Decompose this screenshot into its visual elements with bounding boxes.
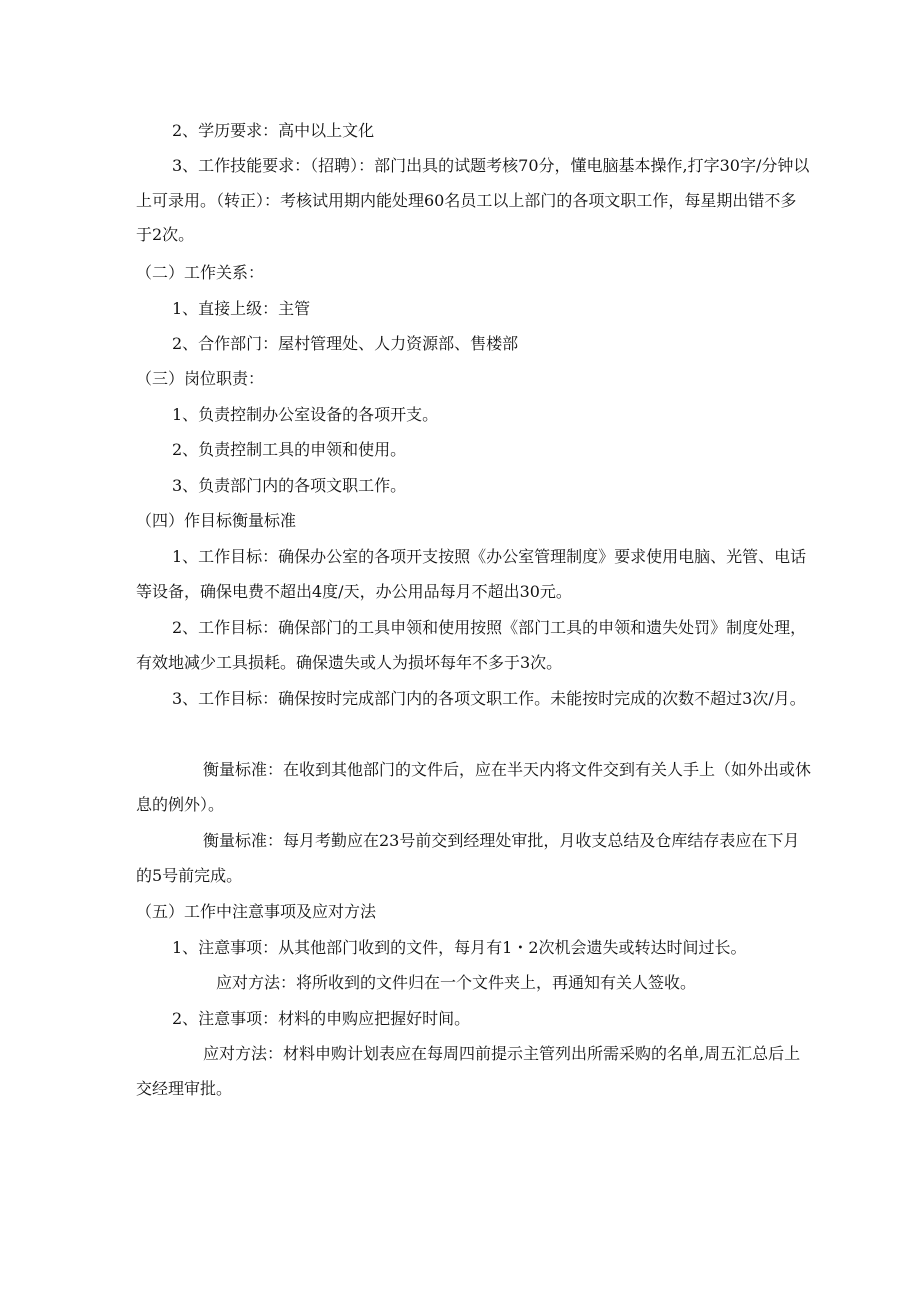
section-job-duties: （三）岗位职责： bbox=[136, 369, 265, 388]
note-item-1: 1、注意事项：从其他部门收到的文件，每月有1・2次机会遗失或转达时间过长。 bbox=[172, 938, 747, 957]
section-work-relations: （二）工作关系： bbox=[136, 263, 265, 282]
measure-standard-1: 衡量标准：在收到其他部门的文件后，应在半天内将文件交到有关人手上（如外出或休息的例外）。 bbox=[136, 760, 812, 814]
note-item-2: 2、注意事项：材料的申购应把握好时间。 bbox=[172, 1009, 471, 1028]
goal-item-3: 3、工作目标：确保按时完成部门内的各项文职工作。未能按时完成的次数不超过3次/月。 bbox=[172, 689, 806, 708]
section-notes-and-responses: （五）工作中注意事项及应对方法 bbox=[136, 902, 377, 921]
measure-standard-2: 衡量标准：每月考勤应在23号前交到经理处审批，月收支总结及仓库结存表应在下月的5号前完成。 bbox=[136, 831, 800, 885]
cooperating-departments: 2、合作部门：屋村管理处、人力资源部、售楼部 bbox=[172, 334, 519, 353]
skill-requirement: 3、工作技能要求：（招聘）：部门出具的试题考核70分，懂电脑基本操作,打字30字/分钟以上可录用。（转正）：考核试用期内能处理60名员工以上部门的各项文职工作，每星期出错不多于2次。 bbox=[136, 156, 810, 244]
duty-item-3: 3、负责部门内的各项文职工作。 bbox=[172, 476, 407, 495]
response-item-2: 应对方法：材料申购计划表应在每周四前提示主管列出所需采购的名单,周五汇总后上交经理审批。 bbox=[136, 1044, 801, 1098]
goal-item-1: 1、工作目标：确保办公室的各项开支按照《办公室管理制度》要求使用电脑、光管、电话等设备，确保电费不超出4度/天，办公用品每月不超出30元。 bbox=[136, 547, 807, 601]
duty-item-1: 1、负责控制办公室设备的各项开支。 bbox=[172, 405, 439, 424]
direct-superior: 1、直接上级：主管 bbox=[172, 299, 311, 318]
education-requirement: 2、学历要求：高中以上文化 bbox=[172, 121, 375, 140]
response-item-1: 应对方法：将所收到的文件归在一个文件夹上，再通知有关人签收。 bbox=[216, 973, 697, 992]
goal-item-2: 2、工作目标：确保部门的工具申领和使用按照《部门工具的申领和遗失处罚》制度处理，有效地减少工具损耗。确保遗失或人为损坏每年不多于3次。 bbox=[136, 618, 807, 672]
duty-item-2: 2、负责控制工具的申领和使用。 bbox=[172, 440, 407, 459]
section-goal-standards: （四）作目标衡量标准 bbox=[136, 511, 297, 530]
